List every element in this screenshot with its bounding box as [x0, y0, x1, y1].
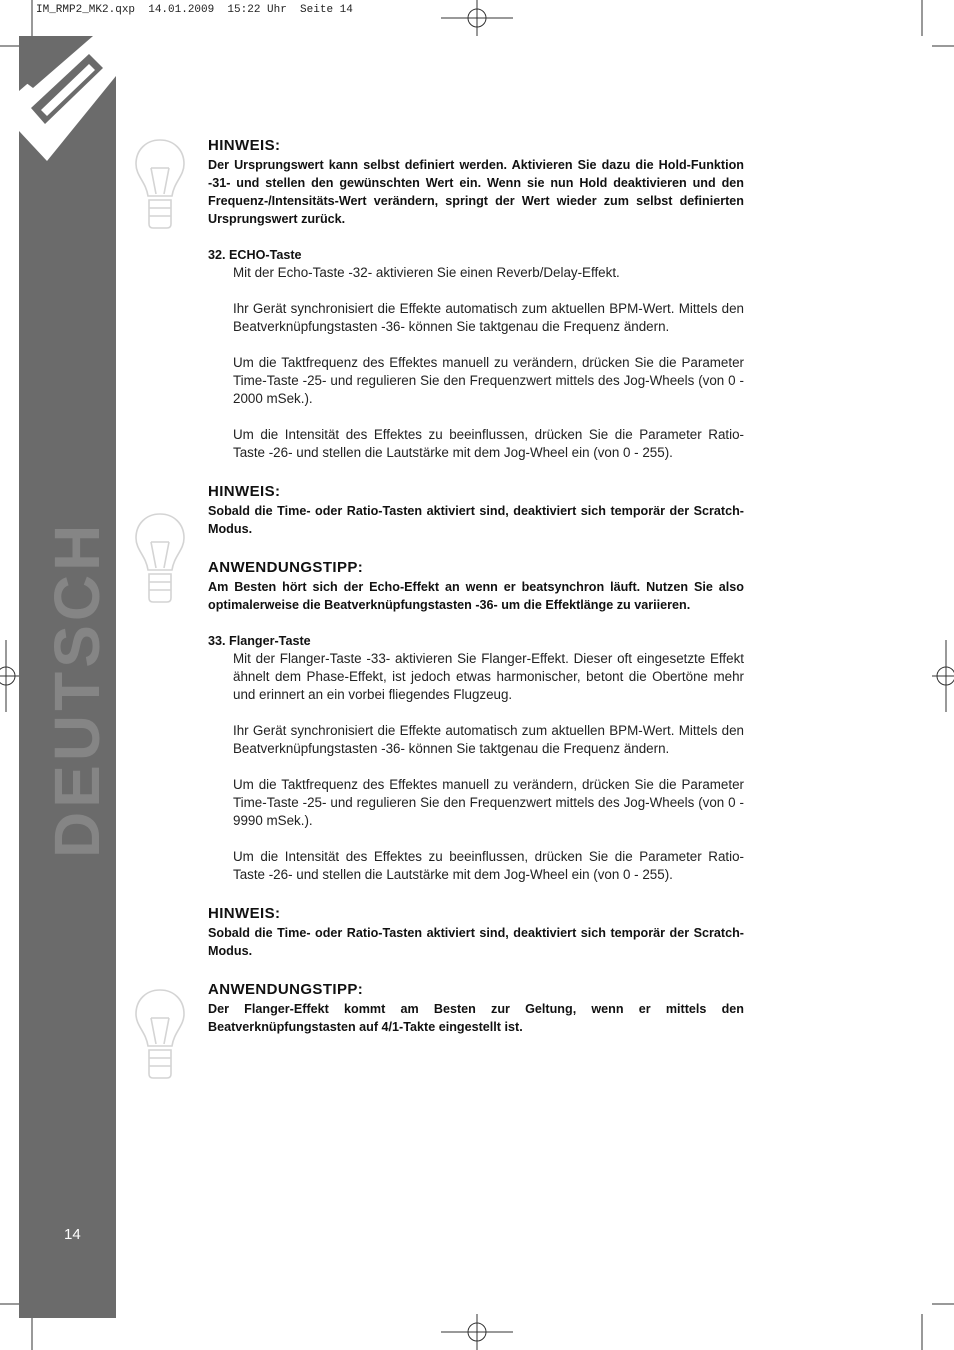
main-content [208, 136, 744, 1036]
note-text: Sobald die Time- oder Ratio-Tasten aktiviert sind, deaktiviert sich temporär der Scratch-Modus. [208, 504, 744, 536]
lightbulb-icon [134, 988, 186, 1080]
section-echo [208, 246, 744, 462]
registration-mark-icon [932, 640, 954, 712]
paragraph: Mit der Echo-Taste -32- aktivieren Sie einen Reverb/Delay-Effekt. [233, 265, 620, 280]
registration-mark-icon [441, 1314, 513, 1350]
note-block [208, 904, 744, 960]
note-block [208, 482, 744, 538]
tip-block [208, 558, 744, 614]
note-block [208, 136, 744, 228]
paragraph: Um die Taktfrequenz des Effektes manuell zu verändern, drücken Sie die Parameter Time-Taste -25- und regulieren Sie den Frequenzwert mittels des Jog-Wheels (von 0 - 2000 mSek.). [233, 355, 744, 406]
paragraph: Um die Intensität des Effektes zu beeinflussen, drücken Sie die Parameter Ratio-Taste -26- und stellen die Lautstärke mit dem Jog-Wheel ein (von 0 - 255). [233, 849, 744, 882]
paragraph: Mit der Flanger-Taste -33- aktivieren Sie Flanger-Effekt. Dieser oft eingesetzte Effekt ähnelt dem Phase-Effekt, ist jedoch etwas harmonischer, betont die Obertöne mehr und erinnert an ein vorbei fliegendes Flugzeug. [233, 651, 744, 702]
section-title: 32. ECHO-Taste [208, 248, 302, 262]
registration-mark-icon [0, 640, 20, 712]
section-title: 33. Flanger-Taste [208, 634, 311, 648]
paragraph: Um die Taktfrequenz des Effektes manuell zu verändern, drücken Sie die Parameter Time-Taste -25- und regulieren Sie den Frequenzwert mittels des Jog-Wheels (von 0 - 9990 mSek.). [233, 777, 744, 828]
section-flanger [208, 632, 744, 884]
tip-heading: ANWENDUNGSTIPP: [208, 559, 364, 576]
lightbulb-icon [134, 138, 186, 230]
note-heading: HINWEIS: [208, 483, 281, 500]
brand-logo-icon [19, 36, 116, 166]
paragraph: Um die Intensität des Effektes zu beeinflussen, drücken Sie die Parameter Ratio-Taste -26- und stellen die Lautstärke mit dem Jog-Wheel ein (von 0 - 255). [233, 427, 744, 460]
tip-heading: ANWENDUNGSTIPP: [208, 981, 364, 998]
lightbulb-icon [134, 512, 186, 604]
note-text: Der Ursprungswert kann selbst definiert werden. Aktivieren Sie dazu die Hold-Funktion -31- und stellen den gewünschten Wert ein. Wenn sie nun Hold deaktivieren und den Frequenz-/Intensitäts-Wert verändern, springt der Wert wieder zum selbst definierten Ursprungswert zurück. [208, 158, 744, 226]
page-number: 14 [64, 1226, 81, 1243]
tip-block [208, 980, 744, 1036]
tip-text: Am Besten hört sich der Echo-Effekt an wenn er beatsynchron läuft. Nutzen Sie also optimalerweise die Beatverknüpfungstasten -36- um die Effektlänge zu variieren. [208, 580, 744, 612]
print-slug: IM_RMP2_MK2.qxp 14.01.2009 15:22 Uhr Seite 14 [36, 4, 353, 16]
paragraph: Ihr Gerät synchronisiert die Effekte automatisch zum aktuellen BPM-Wert. Mittels den Beatverknüpfungstasten -36- können Sie taktgenau die Frequenz ändern. [233, 723, 744, 756]
tip-text: Der Flanger-Effekt kommt am Besten zur Geltung, wenn er mittels den Beatverknüpfungstasten auf 4/1-Takte eingestellt ist. [208, 1002, 744, 1034]
language-label: DEUTSCH [41, 520, 113, 858]
note-heading: HINWEIS: [208, 137, 281, 154]
paragraph: Ihr Gerät synchronisiert die Effekte automatisch zum aktuellen BPM-Wert. Mittels den Beatverknüpfungstasten -36- können Sie taktgenau die Frequenz ändern. [233, 301, 744, 334]
language-sidebar [19, 36, 116, 1318]
registration-mark-icon [441, 0, 513, 36]
note-heading: HINWEIS: [208, 905, 281, 922]
note-text: Sobald die Time- oder Ratio-Tasten aktiviert sind, deaktiviert sich temporär der Scratch-Modus. [208, 926, 744, 958]
